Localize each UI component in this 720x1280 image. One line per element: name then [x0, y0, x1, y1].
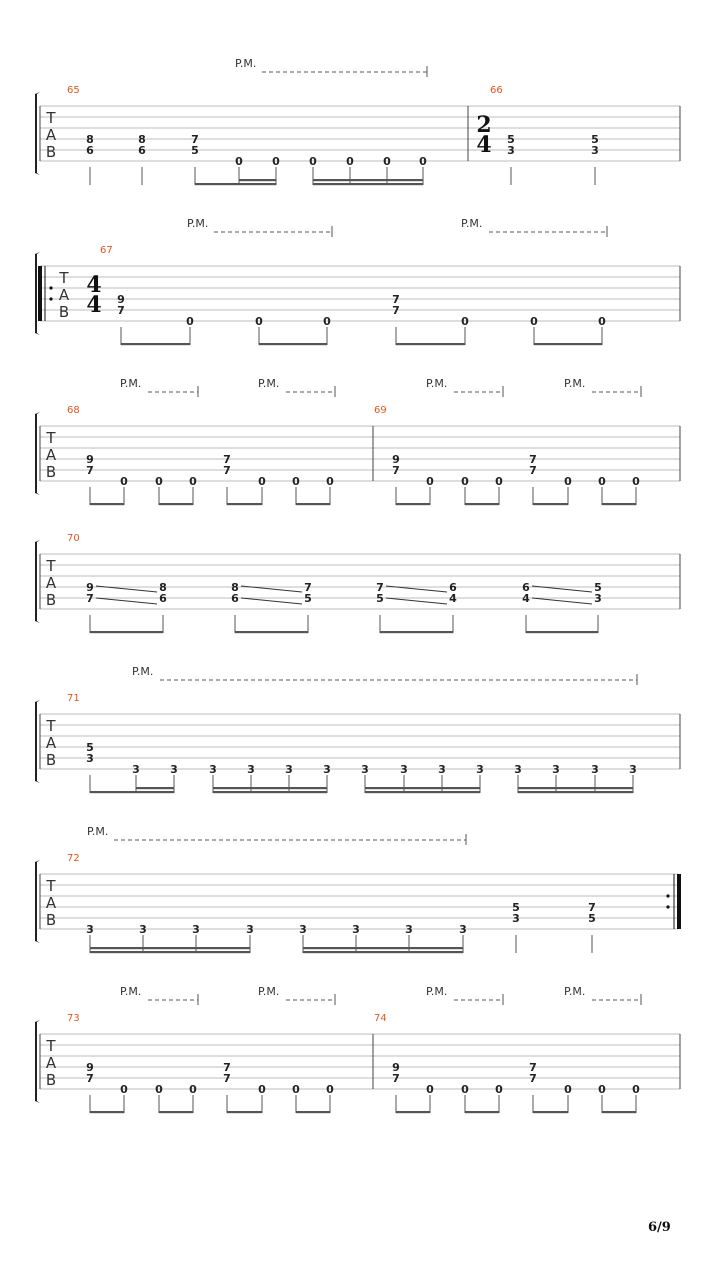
tab-clef-letter: A [45, 574, 57, 592]
fret-number: 7 [392, 293, 400, 306]
tab-system [35, 533, 680, 633]
note-beam [227, 1111, 262, 1113]
note-beam [518, 787, 633, 789]
fret-number: 6 [159, 592, 167, 605]
note-beam [602, 1111, 636, 1113]
fret-number: 0 [461, 1083, 469, 1096]
fret-number: 7 [588, 901, 596, 914]
fret-number: 3 [629, 763, 637, 776]
fret-number: 3 [247, 763, 255, 776]
fret-number: 9 [117, 293, 125, 306]
tab-system [35, 665, 680, 793]
tab-clef-letter: B [45, 463, 57, 481]
tab-clef-letter: A [45, 734, 57, 752]
note-beam [195, 183, 276, 185]
tab-system [35, 217, 680, 345]
slide-line [532, 598, 592, 604]
palm-mute-label: P.M. [426, 985, 448, 998]
tab-clef-letter: T [46, 557, 56, 575]
fret-number: 0 [323, 315, 331, 328]
fret-number: 3 [299, 923, 307, 936]
fret-number: 3 [512, 912, 520, 925]
fret-number: 0 [632, 475, 640, 488]
fret-number: 0 [530, 315, 538, 328]
note-beam [90, 947, 250, 949]
fret-number: 9 [86, 453, 94, 466]
measure-71 [67, 665, 637, 793]
fret-number: 0 [495, 1083, 503, 1096]
fret-number: 0 [598, 315, 606, 328]
fret-number: 7 [86, 464, 94, 477]
fret-number: 7 [223, 453, 231, 466]
fret-number: 0 [189, 1083, 197, 1096]
tab-system [35, 985, 680, 1113]
palm-mute-label: P.M. [258, 377, 280, 390]
fret-number: 5 [588, 912, 596, 925]
system-bracket [35, 860, 40, 943]
fret-number: 0 [383, 155, 391, 168]
fret-number: 7 [392, 304, 400, 317]
fret-number: 0 [189, 475, 197, 488]
note-beam [396, 503, 430, 505]
fret-number: 0 [292, 1083, 300, 1096]
measure-72 [67, 825, 596, 953]
fret-number: 9 [86, 581, 94, 594]
palm-mute-label: P.M. [564, 377, 586, 390]
measure-67 [86, 217, 607, 345]
note-beam [90, 1111, 124, 1113]
system-bracket [35, 540, 40, 623]
fret-number: 0 [426, 1083, 434, 1096]
fret-number: 3 [352, 923, 360, 936]
fret-number: 3 [86, 923, 94, 936]
fret-number: 7 [529, 464, 537, 477]
tab-clef-letter: A [45, 446, 57, 464]
fret-number: 6 [449, 581, 457, 594]
note-beam [296, 1111, 330, 1113]
fret-number: 8 [86, 133, 94, 146]
note-beam [534, 343, 602, 345]
fret-number: 3 [552, 763, 560, 776]
note-beam [227, 503, 262, 505]
system-bracket [35, 1020, 40, 1103]
tab-clef-letter: A [45, 126, 57, 144]
fret-number: 5 [507, 133, 515, 146]
fret-number: 0 [309, 155, 317, 168]
note-beam [159, 1111, 193, 1113]
fret-number: 0 [120, 475, 128, 488]
fret-number: 0 [461, 315, 469, 328]
fret-number: 0 [258, 475, 266, 488]
fret-number: 7 [529, 1061, 537, 1074]
repeat-dot [666, 894, 669, 897]
fret-number: 3 [405, 923, 413, 936]
fret-number: 0 [564, 475, 572, 488]
fret-number: 7 [223, 464, 231, 477]
note-beam [380, 631, 453, 633]
fret-number: 7 [117, 304, 125, 317]
slide-line [386, 598, 447, 604]
note-beam [303, 951, 463, 953]
fret-number: 0 [598, 1083, 606, 1096]
tab-clef-letter: B [58, 303, 70, 321]
fret-number: 7 [392, 464, 400, 477]
tab-clef-letter: B [45, 143, 57, 161]
fret-number: 5 [376, 592, 384, 605]
fret-number: 6 [231, 592, 239, 605]
tab-clef-letter: T [59, 269, 69, 287]
fret-number: 3 [246, 923, 254, 936]
slide-line [241, 598, 302, 604]
fret-number: 5 [191, 144, 199, 157]
fret-number: 3 [361, 763, 369, 776]
measure-65 [67, 57, 468, 185]
time-signature-top: 4 [86, 272, 102, 298]
tab-clef-letter: T [46, 429, 56, 447]
system-bracket [35, 700, 40, 783]
repeat-dot [49, 286, 52, 289]
fret-number: 7 [86, 592, 94, 605]
tab-clef-letter: T [46, 717, 56, 735]
note-beam [235, 631, 308, 633]
note-beam [159, 503, 193, 505]
fret-number: 0 [292, 475, 300, 488]
fret-number: 5 [512, 901, 520, 914]
slide-line [96, 598, 157, 604]
fret-number: 9 [392, 453, 400, 466]
fret-number: 3 [132, 763, 140, 776]
measure-70 [67, 533, 602, 633]
tab-system [35, 377, 680, 505]
note-beam [90, 503, 124, 505]
fret-number: 3 [514, 763, 522, 776]
note-beam [602, 503, 636, 505]
note-beam [465, 1111, 499, 1113]
fret-number: 3 [323, 763, 331, 776]
fret-number: 6 [86, 144, 94, 157]
palm-mute-label: P.M. [564, 985, 586, 998]
time-signature-bottom: 4 [86, 292, 102, 318]
tab-clef-letter: B [45, 591, 57, 609]
fret-number: 3 [170, 763, 178, 776]
measure-number: 72 [67, 853, 80, 864]
fret-number: 0 [461, 475, 469, 488]
fret-number: 7 [392, 1072, 400, 1085]
tab-clef-letter: T [46, 109, 56, 127]
measure-number: 67 [100, 245, 113, 256]
fret-number: 3 [285, 763, 293, 776]
measure-number: 74 [374, 1013, 387, 1024]
fret-number: 3 [209, 763, 217, 776]
repeat-end-thick-barline [677, 874, 681, 929]
fret-number: 8 [138, 133, 146, 146]
fret-number: 0 [346, 155, 354, 168]
fret-number: 0 [632, 1083, 640, 1096]
note-beam [90, 631, 163, 633]
measure-number: 65 [67, 85, 80, 96]
time-signature-bottom: 4 [476, 132, 492, 158]
fret-number: 6 [522, 581, 530, 594]
fret-number: 7 [529, 1072, 537, 1085]
fret-number: 0 [235, 155, 243, 168]
fret-number: 7 [304, 581, 312, 594]
tab-system [35, 57, 680, 185]
fret-number: 0 [326, 1083, 334, 1096]
page-number: 6/9 [648, 1220, 671, 1235]
repeat-start-thick-barline [38, 266, 42, 321]
fret-number: 3 [86, 752, 94, 765]
fret-number: 0 [255, 315, 263, 328]
fret-number: 9 [86, 1061, 94, 1074]
palm-mute-label: P.M. [120, 985, 142, 998]
tab-system [35, 825, 681, 953]
fret-number: 3 [507, 144, 515, 157]
fret-number: 4 [449, 592, 457, 605]
fret-number: 7 [191, 133, 199, 146]
measure-number: 73 [67, 1013, 80, 1024]
palm-mute-label: P.M. [426, 377, 448, 390]
tab-clef-letter: B [45, 1071, 57, 1089]
system-bracket [35, 92, 40, 175]
tab-clef-letter: A [45, 894, 57, 912]
repeat-dot [49, 297, 52, 300]
note-beam [213, 787, 327, 789]
note-beam [213, 791, 327, 793]
palm-mute-label: P.M. [187, 217, 209, 230]
measure-69 [374, 377, 641, 505]
fret-number: 8 [231, 581, 239, 594]
note-beam [533, 1111, 568, 1113]
tab-clef-letter: T [46, 877, 56, 895]
note-beam [313, 179, 423, 181]
palm-mute-label: P.M. [235, 57, 257, 70]
note-beam [259, 343, 327, 345]
note-beam [303, 947, 463, 949]
palm-mute-label: P.M. [132, 665, 154, 678]
measure-number: 66 [490, 85, 503, 96]
tab-clef-letter: A [58, 286, 70, 304]
note-beam [365, 791, 480, 793]
time-signature-top: 2 [476, 112, 492, 138]
fret-number: 5 [591, 133, 599, 146]
note-beam [518, 791, 633, 793]
fret-number: 0 [186, 315, 194, 328]
measure-74 [374, 985, 641, 1113]
fret-number: 0 [272, 155, 280, 168]
fret-number: 0 [598, 475, 606, 488]
fret-number: 7 [376, 581, 384, 594]
fret-number: 6 [138, 144, 146, 157]
fret-number: 0 [326, 475, 334, 488]
measure-66 [476, 85, 598, 185]
palm-mute-label: P.M. [120, 377, 142, 390]
fret-number: 0 [564, 1083, 572, 1096]
fret-number: 0 [495, 475, 503, 488]
note-beam [296, 503, 330, 505]
note-beam [121, 343, 190, 345]
fret-number: 3 [476, 763, 484, 776]
measure-68 [67, 377, 373, 505]
note-beam [396, 343, 465, 345]
repeat-dot [666, 905, 669, 908]
fret-number: 3 [594, 592, 602, 605]
note-beam [533, 503, 568, 505]
fret-number: 7 [86, 1072, 94, 1085]
tab-clef-letter: T [46, 1037, 56, 1055]
tab-clef-letter: B [45, 911, 57, 929]
note-beam [239, 179, 276, 181]
fret-number: 0 [426, 475, 434, 488]
fret-number: 3 [591, 763, 599, 776]
measure-number: 70 [67, 533, 80, 544]
fret-number: 8 [159, 581, 167, 594]
fret-number: 5 [594, 581, 602, 594]
fret-number: 0 [155, 475, 163, 488]
note-beam [396, 1111, 430, 1113]
fret-number: 7 [223, 1072, 231, 1085]
fret-number: 3 [591, 144, 599, 157]
measure-number: 68 [67, 405, 80, 416]
note-beam [90, 791, 174, 793]
fret-number: 3 [192, 923, 200, 936]
note-beam [136, 787, 174, 789]
measure-number: 71 [67, 693, 80, 704]
measure-number: 69 [374, 405, 387, 416]
fret-number: 4 [522, 592, 530, 605]
palm-mute-label: P.M. [258, 985, 280, 998]
note-beam [365, 787, 480, 789]
fret-number: 9 [392, 1061, 400, 1074]
tab-clef-letter: B [45, 751, 57, 769]
measure-73 [67, 985, 373, 1113]
note-beam [313, 183, 423, 185]
fret-number: 3 [459, 923, 467, 936]
palm-mute-label: P.M. [87, 825, 109, 838]
fret-number: 5 [86, 741, 94, 754]
fret-number: 7 [223, 1061, 231, 1074]
tab-clef-letter: A [45, 1054, 57, 1072]
fret-number: 3 [400, 763, 408, 776]
fret-number: 3 [139, 923, 147, 936]
fret-number: 7 [529, 453, 537, 466]
fret-number: 0 [419, 155, 427, 168]
fret-number: 3 [438, 763, 446, 776]
fret-number: 0 [258, 1083, 266, 1096]
fret-number: 0 [155, 1083, 163, 1096]
fret-number: 5 [304, 592, 312, 605]
palm-mute-label: P.M. [461, 217, 483, 230]
note-beam [526, 631, 598, 633]
fret-number: 0 [120, 1083, 128, 1096]
note-beam [90, 951, 250, 953]
system-bracket [35, 412, 40, 495]
note-beam [465, 503, 499, 505]
